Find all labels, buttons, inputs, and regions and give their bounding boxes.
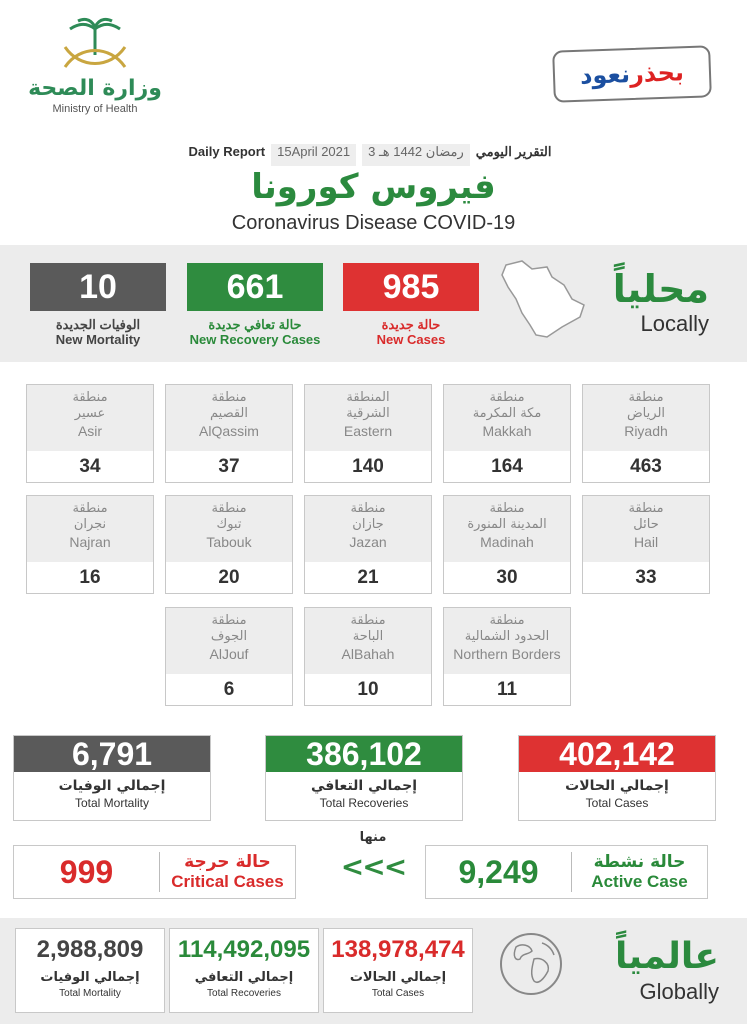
region-eastern — [304, 384, 432, 483]
new-mortality-value: 10 — [30, 263, 166, 311]
new-recovery-label — [175, 317, 335, 347]
global-recoveries-value: 114,492,095 — [177, 936, 311, 963]
total-recoveries-label-ar: إجمالي التعافي — [310, 778, 418, 794]
globally-title-en: Globally — [639, 979, 719, 1004]
campaign-word-2: بحذر — [629, 58, 685, 89]
region-name-ar: نجران — [73, 517, 107, 532]
campaign-badge — [552, 45, 712, 102]
locally-title — [613, 267, 709, 337]
page-title-ar: فيروس كورونا — [251, 167, 496, 207]
region-tabouk — [165, 495, 293, 594]
critical-cases-card — [13, 845, 296, 899]
new-cases-label — [331, 317, 491, 347]
global-mortality-label-en: Total Mortality — [59, 988, 121, 999]
region-prefix: منطقة — [489, 613, 525, 628]
region-prefix: منطقة — [72, 501, 108, 516]
region-prefix: منطقة — [489, 390, 525, 405]
palm-swords-icon — [50, 15, 140, 73]
saudi-map-icon — [492, 255, 592, 345]
total-mortality-label-en: Total Mortality — [74, 796, 150, 810]
total-mortality-value: 6,791 — [14, 736, 210, 772]
region-name-en: Northern Borders — [453, 646, 561, 662]
region-value: 16 — [79, 567, 101, 588]
region-albahah — [304, 607, 432, 706]
globally-title — [615, 935, 719, 1005]
region-name-ar: تبوك — [216, 517, 242, 532]
region-name-ar: جازان — [352, 517, 384, 532]
critical-cases-value: 999 — [59, 853, 114, 890]
new-recovery-value: 661 — [187, 263, 323, 311]
region-hail — [582, 495, 710, 594]
region-name-en: AlJouf — [209, 646, 249, 662]
region-prefix: منطقة — [628, 501, 664, 516]
total-recoveries-label-en: Total Recoveries — [319, 796, 409, 810]
region-value: 6 — [223, 679, 235, 700]
region-prefix: منطقة — [489, 501, 525, 516]
critical-cases-label-ar: حالة حرجة — [184, 852, 271, 872]
region-najran — [26, 495, 154, 594]
active-case-card — [425, 845, 708, 899]
region-name-ar: الشرقية — [346, 406, 390, 421]
region-name-ar: الباحة — [352, 629, 384, 644]
region-name-ar: الحدود الشمالية — [464, 629, 550, 644]
total-cases-label-en: Total Cases — [585, 796, 649, 810]
region-riyadh — [582, 384, 710, 483]
region-name-ar: الرياض — [626, 406, 666, 421]
active-case-label-en: Active Case — [591, 872, 688, 891]
report-label-en: Daily Report — [188, 144, 266, 159]
region-name-ar: الجوف — [210, 629, 248, 644]
locally-title-ar: محلياً — [612, 267, 709, 311]
region-madinah — [443, 495, 571, 594]
region-name-en: Asir — [77, 423, 103, 439]
region-name-en: Riyadh — [624, 423, 668, 439]
region-name-en: Hail — [633, 534, 659, 550]
campaign-word-1: نعود — [579, 60, 631, 90]
region-value: 11 — [496, 679, 518, 700]
region-prefix: منطقة — [350, 613, 386, 628]
region-name-en: AlQassim — [199, 423, 259, 439]
region-prefix: منطقة — [211, 613, 247, 628]
region-asir — [26, 384, 154, 483]
globally-title-ar: عالمياً — [615, 936, 719, 977]
region-alqassim — [165, 384, 293, 483]
region-makkah — [443, 384, 571, 483]
region-value: 463 — [630, 456, 662, 477]
region-prefix: منطقة — [72, 390, 108, 405]
region-northern-borders — [443, 607, 571, 706]
arrows-icon: <<< — [340, 850, 406, 883]
global-cases-label-en: Total Cases — [371, 988, 425, 999]
new-mortality-label-en: New Mortality — [55, 332, 141, 347]
region-name-en: Madinah — [480, 534, 534, 550]
globe-icon — [496, 929, 566, 999]
critical-cases-label — [160, 852, 295, 892]
total-recoveries-card — [265, 735, 463, 821]
region-name-ar: القصيم — [210, 406, 248, 421]
region-name-ar: مكة المكرمة — [472, 406, 542, 421]
total-cases-card — [518, 735, 716, 821]
new-cases-label-ar: حالة جديدة — [381, 317, 441, 332]
region-jazan — [304, 495, 432, 594]
total-cases-label-ar: إجمالي الحالات — [565, 778, 669, 794]
report-line — [150, 144, 590, 166]
global-cases-value: 138,978,474 — [331, 936, 465, 963]
new-mortality-label-ar: الوفيات الجديدة — [55, 317, 141, 332]
region-name-en: Jazan — [349, 534, 387, 550]
new-cases-value: 985 — [343, 263, 479, 311]
global-mortality-card — [15, 928, 165, 1013]
page-title-en: Coronavirus Disease COVID-19 — [231, 212, 516, 234]
region-prefix: منطقة — [628, 390, 664, 405]
new-recovery-label-ar: حالة تعافي جديدة — [208, 317, 302, 332]
ministry-logo — [20, 15, 170, 130]
region-name-ar: عسير — [74, 406, 106, 421]
region-value: 34 — [79, 456, 101, 477]
region-name-en: AlBahah — [341, 646, 395, 662]
of-which-label: منها — [359, 830, 387, 845]
region-prefix: منطقة — [211, 390, 247, 405]
total-mortality-label-ar: إجمالي الوفيات — [58, 778, 166, 794]
region-value: 30 — [496, 567, 518, 588]
hijri-date: 3 رمضان 1442 هـ — [362, 144, 470, 166]
total-cases-value: 402,142 — [519, 736, 715, 772]
report-label-ar: التقرير اليومي — [475, 144, 552, 159]
region-prefix: المنطقة — [346, 390, 390, 405]
region-value: 140 — [352, 456, 384, 477]
new-cases-label-en: New Cases — [376, 332, 446, 347]
global-cases-card — [323, 928, 473, 1013]
active-case-label-ar: حالة نشطة — [593, 852, 686, 872]
gregorian-date: 15April 2021 — [271, 144, 356, 166]
global-recoveries-label-ar: إجمالي التعافي — [194, 970, 294, 985]
region-prefix: منطقة — [211, 501, 247, 516]
global-recoveries-card — [169, 928, 319, 1013]
global-mortality-label-ar: إجمالي الوفيات — [40, 970, 140, 985]
region-value: 164 — [491, 456, 523, 477]
region-name-en: Eastern — [343, 423, 393, 439]
ministry-name-ar: وزارة الصحة — [28, 76, 162, 101]
new-recovery-label-en: New Recovery Cases — [189, 332, 321, 347]
region-aljouf — [165, 607, 293, 706]
locally-title-en: Locally — [640, 311, 709, 336]
total-recoveries-value: 386,102 — [266, 736, 462, 772]
region-value: 33 — [635, 567, 657, 588]
global-recoveries-label-en: Total Recoveries — [207, 988, 281, 999]
region-value: 21 — [357, 567, 379, 588]
region-value: 10 — [357, 679, 379, 700]
global-mortality-value: 2,988,809 — [36, 936, 144, 963]
new-mortality-label — [18, 317, 178, 347]
region-value: 20 — [218, 567, 240, 588]
critical-cases-label-en: Critical Cases — [171, 872, 284, 891]
region-value: 37 — [218, 456, 240, 477]
region-name-en: Tabouk — [206, 534, 252, 550]
total-mortality-card — [13, 735, 211, 821]
region-name-ar: المدينة المنورة — [467, 517, 547, 532]
active-case-value: 9,249 — [458, 853, 539, 890]
ministry-name-en: Ministry of Health — [52, 103, 138, 115]
region-prefix: منطقة — [350, 501, 386, 516]
active-case-label — [572, 852, 707, 892]
region-name-en: Najran — [69, 534, 111, 550]
region-name-en: Makkah — [482, 423, 532, 439]
region-name-ar: حائل — [633, 517, 659, 532]
global-cases-label-ar: إجمالي الحالات — [349, 970, 447, 985]
